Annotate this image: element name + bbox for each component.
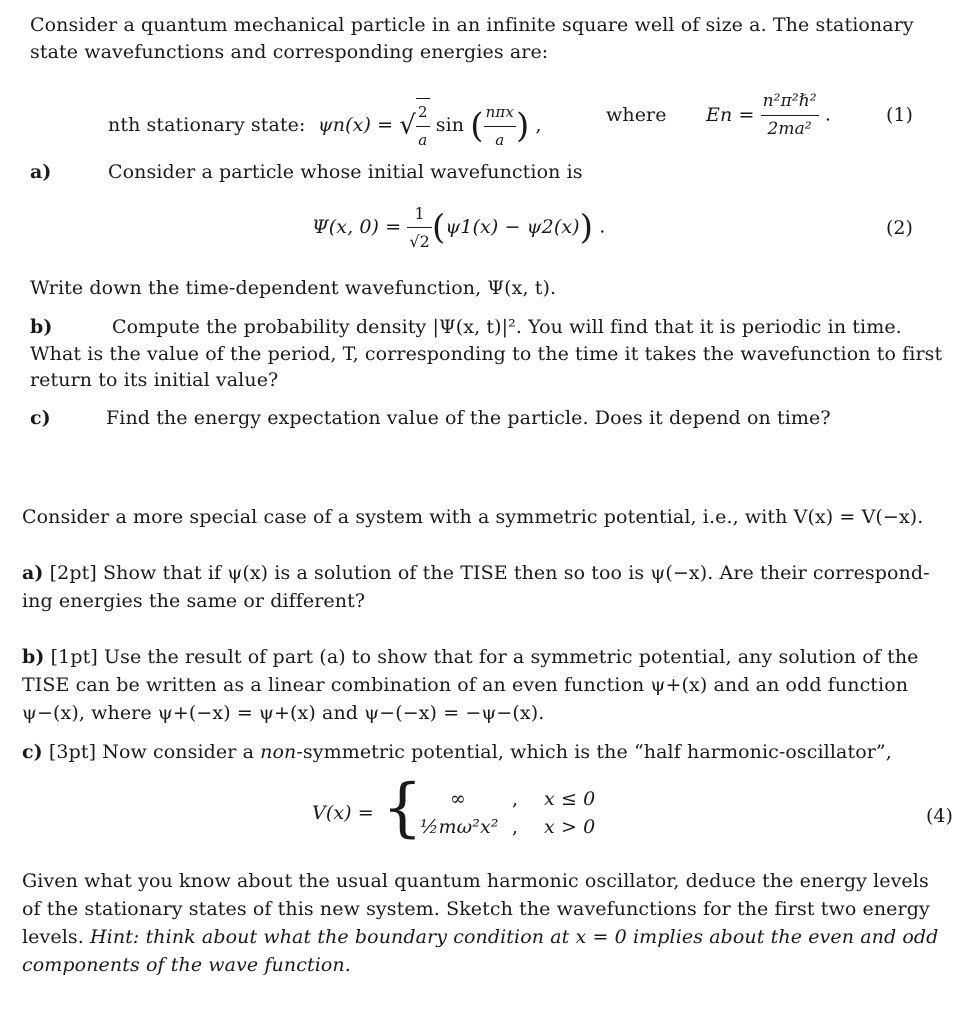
part1-b-line1: Compute the probability density |Ψ(x, t)|². You will find that it is periodic in time.: [112, 316, 902, 338]
part1-intro-line1: Consider a quantum mechanical particle in an infinite square well of size a. The stationary: [30, 14, 914, 36]
part1-b-line2: What is the value of the period, T, corresponding to the time it takes the wavefunction to first: [30, 343, 943, 365]
right-paren-icon: ): [515, 106, 530, 146]
eq1-sin-frac: [484, 99, 516, 154]
eq2-frac: [407, 200, 432, 255]
part2-final-hint: Hint: think about what the boundary condition at x = 0 implies about the even and odd: [90, 926, 939, 948]
eq4-case1-val: ∞: [450, 788, 466, 810]
left-paren-icon: (: [431, 207, 446, 248]
eq1-sin: sin: [435, 114, 465, 136]
sqrt-icon: √: [399, 110, 416, 141]
part2-final-line3: [22, 924, 938, 951]
eq2-body: ψ1(x) − ψ2(x): [445, 216, 580, 238]
eq1-sqrt-num: 2: [416, 99, 430, 127]
left-brace-icon: {: [382, 771, 423, 845]
eq1-sqrt-den: a: [418, 131, 428, 149]
eq4-case2-val: ½mω²x²: [420, 816, 499, 838]
part2-b-text1: [1pt] Use the result of part (a) to show that for a symmetric potential, any solution of the: [50, 646, 919, 668]
part2-final-line2: of the stationary states of this new system. Sketch the wavefunctions for the first two energy: [22, 898, 930, 920]
part2-a-text1: [2pt] Show that if ψ(x) is a solution of the TISE then so too is ψ(−x). Are their correspond-: [49, 562, 930, 584]
eq1-sqrt-frac: [416, 98, 430, 154]
eq1-En: En =: [706, 104, 755, 126]
equation-number-4: (4): [926, 805, 953, 827]
eq1-sin-num: nπx: [484, 99, 516, 127]
part2-final-pre: levels.: [22, 926, 91, 948]
part2-c-label: c): [22, 741, 43, 763]
part2-b-line3: ψ−(x), where ψ+(−x) = ψ+(x) and ψ−(−x) = −ψ−(x).: [22, 702, 545, 724]
part2-b-label: b): [22, 646, 45, 668]
part2-c-em: non: [260, 741, 297, 763]
part1-a-label: a): [30, 161, 52, 183]
part1-b-label: b): [30, 316, 53, 338]
part2-final-line1: Given what you know about the usual quantum harmonic oscillator, deduce the energy levels: [22, 870, 929, 892]
part2-b-line2: TISE can be written as a linear combination of an even function ψ+(x) and an odd function: [22, 674, 909, 696]
equation-number-1: (1): [886, 104, 913, 126]
eq4-lhs: V(x) =: [312, 802, 374, 824]
part2-a-line1: [22, 560, 930, 587]
eq4-case2-sep: ,: [512, 816, 519, 838]
part2-a-label: a): [22, 562, 44, 584]
eq4-case1-sep: ,: [512, 788, 519, 810]
eq1-E-den: 2ma²: [767, 119, 812, 139]
equation-2: Ψ(x, 0) = $\frac{1}{√2}$ (ψ1(x) − ψ2(x)) .: [312, 200, 605, 255]
part1-b-line3: return to its initial value?: [30, 369, 279, 391]
right-paren-icon: ): [579, 207, 594, 248]
part1-c-text: Find the energy expectation value of the particle. Does it depend on time?: [106, 407, 831, 429]
left-paren-icon: (: [470, 106, 484, 146]
eq1-label: nth stationary state:: [108, 114, 306, 136]
part2-b-line1: [22, 644, 919, 671]
part2-a-line2: ing energies the same or different?: [22, 590, 366, 612]
equation-number-2: (2): [886, 217, 913, 239]
eq4-case2-cond: x > 0: [544, 816, 596, 838]
eq4-case1-cond: x ≤ 0: [544, 788, 596, 810]
eq2-lhs: Ψ(x, 0) =: [312, 216, 402, 238]
part1-c-label: c): [30, 407, 51, 429]
equation-1: nth stationary state: ψn(x) = √ $\frac{2}{a}$ sin ( $\frac{\text{nπx}}{a}$ ) ,: [108, 98, 542, 154]
part1-intro-line2: state wavefunctions and corresponding energies are:: [30, 41, 549, 63]
part2-c-line1: [22, 739, 892, 766]
part2-final-line4: components of the wave function.: [22, 954, 351, 976]
eq2-den: √2: [409, 232, 430, 251]
part1-a-text: Consider a particle whose initial wavefunction is: [108, 161, 583, 183]
part1-write-line: Write down the time-dependent wavefunction, Ψ(x, t).: [30, 277, 557, 299]
part2-intro: Consider a more special case of a system with a symmetric potential, i.e., with V(x) = V(−x).: [22, 506, 924, 528]
eq1-energy-frac: [761, 88, 819, 143]
eq1-where: where: [606, 104, 667, 126]
eq2-num: 1: [407, 200, 432, 228]
eq1-psi: ψn(x) =: [317, 114, 400, 136]
part2-c-pre: [3pt] Now consider a: [48, 741, 261, 763]
eq1-energy: En = $\frac{\text{n²π²ℏ²}}{\text{2ma²}}$ .: [706, 88, 831, 143]
equation-4: [312, 771, 642, 848]
part2-c-post: -symmetric potential, which is the “half harmonic-oscillator”,: [296, 741, 892, 763]
eq1-E-num: n²π²ℏ²: [761, 88, 819, 116]
eq1-sin-den: a: [495, 130, 505, 149]
